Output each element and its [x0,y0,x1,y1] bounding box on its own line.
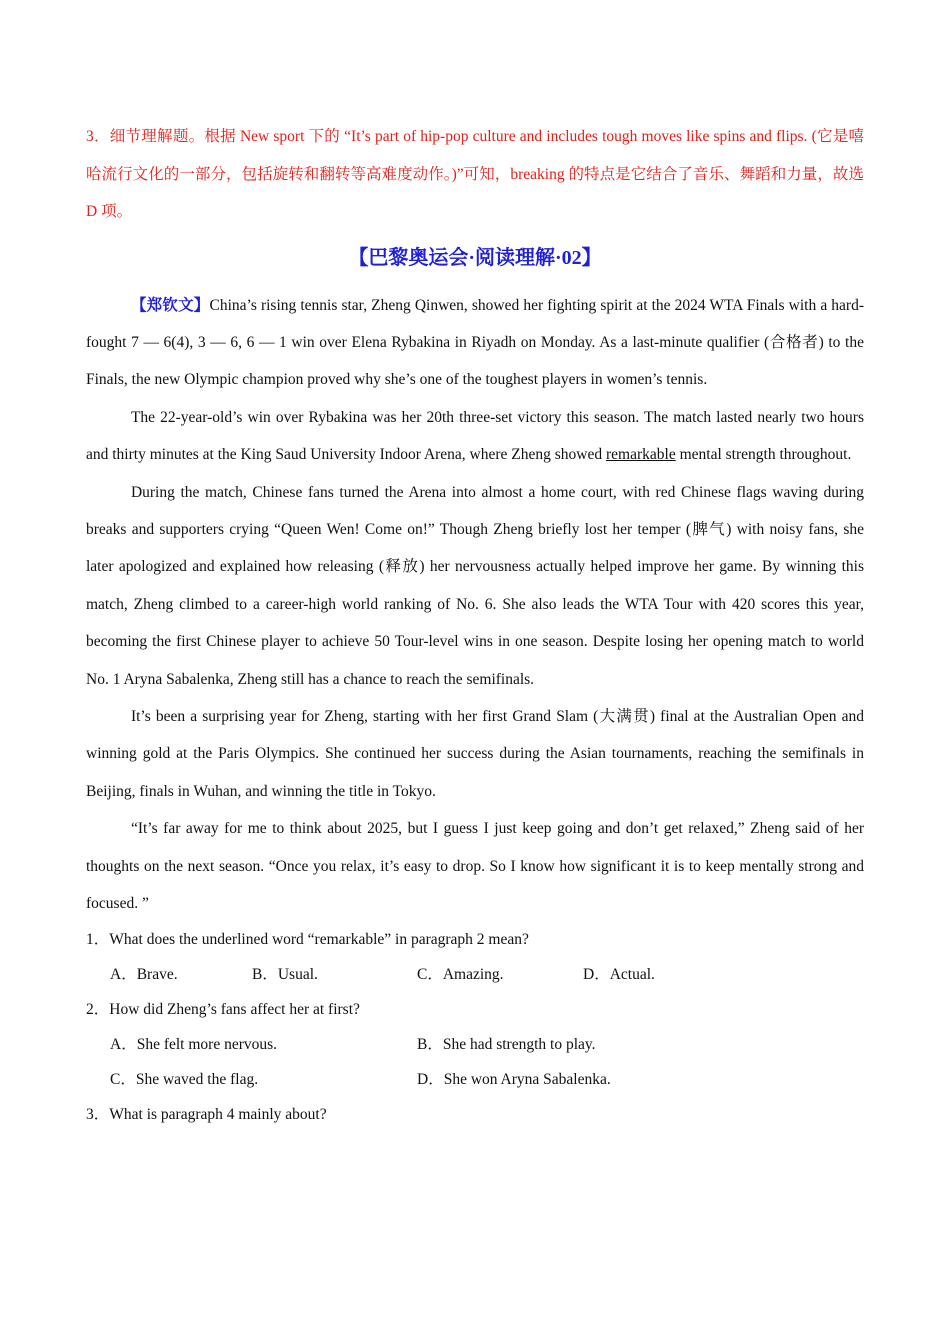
article-paragraph-3: During the match, Chinese fans turned the Arena into almost a home court, with red Chinese flags waving during breaks and supporters crying “Queen Wen! Come on!” Though Zheng briefly lost her temper (脾气) with noisy fans, she later apologized and explained how releasing (释放) her nervousness actually helped improve her game. By winning this match, Zheng climbed to a career-high world ranking of No. 6. She also leads the WTA Tour with 420 scores this year, becoming the first Chinese player to achieve 50 Tour-level wins in one season. Despite losing her opening match to world No. 1 Aryna Sabalenka, Zheng still has a chance to reach the semifinals. [86,483,864,688]
previous-answer-explanation [86,118,864,231]
section-title: 【巴黎奥运会·阅读理解·02】 [348,246,602,269]
paragraph-2-text-after: mental strength throughout. [675,446,852,464]
underlined-word: remarkable [606,446,676,464]
question-1-stem: 1．What does the underlined word “remarkable” in paragraph 2 mean? [86,931,529,949]
article-paragraph-2 [86,399,864,474]
previous-answer-number: 3． [86,128,110,145]
author-tag: 【郑钦文】 [130,296,210,314]
document-page [86,118,864,1132]
question-2-stem: 2．How did Zheng’s fans affect her at first? [86,1001,360,1019]
question-3-stem: 3．What is paragraph 4 mainly about? [86,1106,327,1124]
question-2-options-row-1 [86,1027,864,1062]
question-1-option-a[interactable]: A．Brave. [110,966,178,984]
question-2-option-d[interactable]: D．She won Aryna Sabalenka. [417,1071,611,1089]
question-2-option-b[interactable]: B．She had strength to play. [417,1036,596,1054]
question-1-option-b[interactable]: B．Usual. [252,966,318,984]
paragraph-2-text-before: The 22-year-old’s win over Rybakina was her 20th three-set victory this season. The match lasted nearly two hours and thirty minutes at the King Saud University Indoor Arena, where Zheng showed [86,408,864,464]
article-paragraph-1 [86,287,864,399]
question-2-options-row-2 [86,1062,864,1097]
question-1-options [86,957,864,992]
article-paragraph-5: “It’s far away for me to think about 2025, but I guess I just keep going and don’t get relaxed,” Zheng said of her thoughts on the next season. “Once you relax, it’s easy to drop. So I know how significant it is to keep mentally strong and focused. ” [86,820,864,912]
question-2-option-a[interactable]: A．She felt more nervous. [110,1036,278,1054]
question-1-option-d[interactable]: D．Actual. [583,966,655,984]
paragraph-1-text: China’s rising tennis star, Zheng Qinwen, showed her fighting spirit at the 2024 WTA Finals with a hard-fought 7 — 6(4), 3 — 6, 6 — 1 win over Elena Rybakina in Riyadh on Monday. As a last-minute qualifier (合格者) to the Finals, the new Olympic champion proved why she’s one of the toughest players in women’s tennis. [86,296,864,389]
previous-answer-text: 细节理解题。根据 New sport 下的 “It’s part of hip-pop culture and includes tough moves like spins and flips. (它是嘻哈流行文化的一部分，包括旋转和翻转等高难度动作。)”可知，breaking 的特点是它结合了音乐、舞蹈和力量，故选 D 项。 [86,128,864,220]
question-1-option-c[interactable]: C．Amazing. [417,966,504,984]
article-paragraph-4: It’s been a surprising year for Zheng, starting with her first Grand Slam (大满贯) final at the Australian Open and winning gold at the Paris Olympics. She continued her success during the Asian tournaments, reaching the semifinals in Beijing, finals in Wuhan, and winning the title in Tokyo. [86,707,864,800]
question-2-option-c[interactable]: C．She waved the flag. [110,1071,259,1089]
